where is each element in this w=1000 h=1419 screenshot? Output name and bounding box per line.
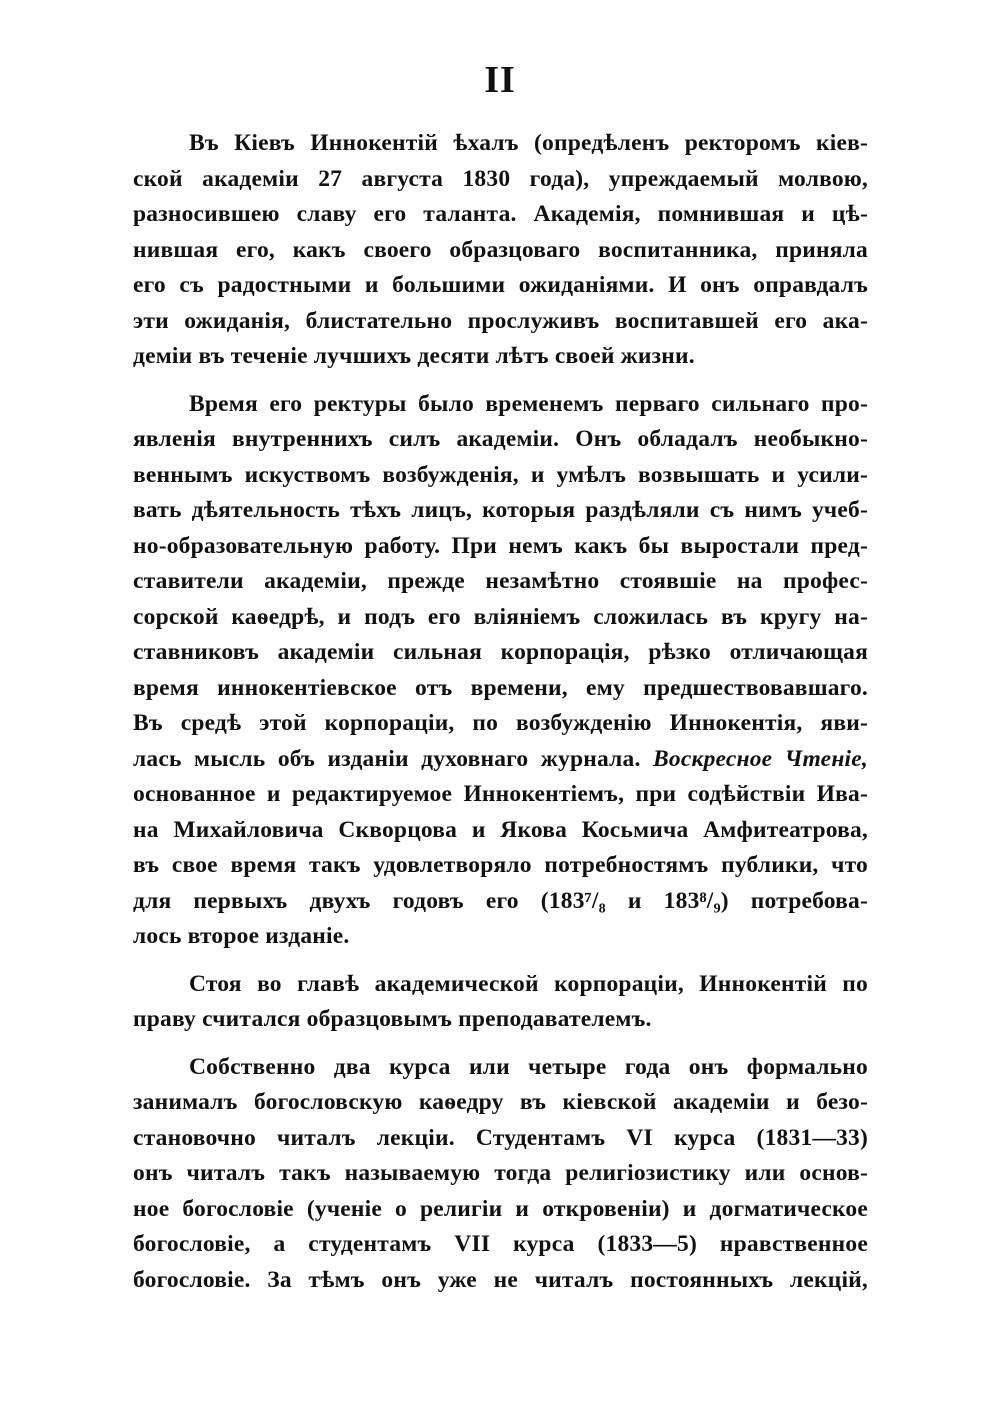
- text-line: вать дѣятельность тѣхъ лицъ, которыя раздѣляли съ нимъ учеб-: [133, 497, 868, 523]
- text-line: въ свое время такъ удовлетворяло потребностямъ публики, что: [133, 852, 868, 878]
- text-line: лось второе изданіе.: [133, 923, 350, 949]
- text-line: богословіе, а студентамъ VII курса (1833—5) нравственное: [133, 1231, 868, 1257]
- text-line: ное богословіе (ученіе о религіи и откровеніи) и догматическое: [133, 1195, 868, 1222]
- text-line: онъ читалъ такъ называемую тогда религіозистику или основ-: [133, 1160, 868, 1186]
- text-line: праву считался образцовымъ преподавателемъ.: [133, 1006, 652, 1032]
- text-line: явленія внутреннихъ силъ академіи. Онъ обладалъ необыкно-: [133, 426, 868, 452]
- text-line: деміи въ теченіе лучшихъ десяти лѣтъ своей жизни.: [133, 343, 695, 369]
- text-line: ской академіи 27 августа 1830 года), упреждаемый молвою,: [133, 165, 868, 192]
- text-line: богословіе. За тѣмъ онъ уже не читалъ постоянныхъ лекцій,: [133, 1266, 868, 1293]
- text-line: для первыхъ двухъ годовъ его (183⁷/₈ и 183⁸/₉) потребова-: [133, 887, 868, 914]
- text-line: эти ожиданія, блистательно прослуживъ воспитавшей его ака-: [133, 307, 868, 334]
- text-line: его съ радостными и большими ожиданіями. И онъ оправдалъ: [133, 272, 868, 298]
- text-line-with-title: [133, 742, 868, 778]
- journal-title: Воскресное Чтеніе,: [653, 745, 868, 772]
- text-line: занималъ богословскую каѳедру въ кіевской академіи и безо-: [133, 1089, 868, 1115]
- text-line: время иннокентіевское отъ времени, ему предшествовавшаго.: [133, 674, 868, 701]
- text-line: Собственно два курса или четыре года онъ формально: [189, 1053, 868, 1080]
- text-fragment: лась мысль объ изданіи духовнаго журнала.: [133, 745, 641, 772]
- text-line: основанное и редактируемое Иннокентіемъ, при содѣйствіи Ива-: [133, 781, 868, 807]
- text-line: нившая его, какъ своего образцоваго воспитанника, приняла: [133, 236, 868, 263]
- text-line: Время его ректуры было временемъ перваго сильнаго про-: [189, 390, 868, 417]
- text-line: разносившею славу его таланта. Академія, помнившая и цѣ-: [133, 201, 868, 227]
- text-line: становочно читалъ лекціи. Студентамъ VI курса (1831—33): [133, 1124, 868, 1151]
- text-line: Стоя во главѣ академической корпораціи, Иннокентій по: [189, 970, 868, 997]
- text-line: сорской каѳедрѣ, и подъ его вліяніемъ сложилась въ кругу на-: [133, 603, 868, 630]
- text-line: Въ Кіевъ Иннокентій ѣхалъ (опредѣленъ ректоромъ кіев-: [189, 130, 868, 156]
- text-line: Въ средѣ этой корпораціи, по возбужденію Иннокентія, яви-: [133, 710, 868, 736]
- body-text: [133, 126, 868, 1298]
- text-line: ставители академіи, прежде незамѣтно стоявшіе на профес-: [133, 568, 868, 594]
- page-number: II: [484, 59, 516, 101]
- text-line: ставниковъ академіи сильная корпорація, рѣзко отличающая: [133, 639, 868, 665]
- text-line: но-образовательную работу. При немъ какъ бы выростали пред-: [133, 532, 868, 559]
- text-line: на Михайловича Скворцова и Якова Косьмича Амфитеатрова,: [133, 816, 868, 843]
- text-line: веннымъ искуствомъ возбужденія, и умѣлъ возвышать и усили-: [133, 461, 868, 488]
